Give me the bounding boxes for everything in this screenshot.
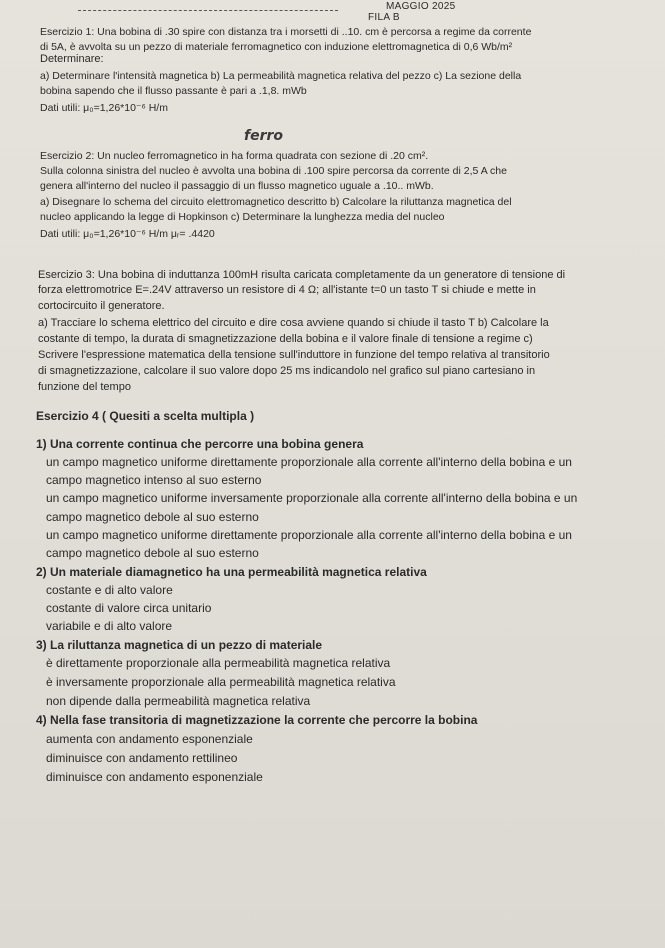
ex3-line4: a) Tracciare lo schema elettrico del circuito e dire cosa avviene quando si chiude il tasto T b) Calcolare la bbox=[38, 317, 549, 329]
q4-option-a: aumenta con andamento esponenziale bbox=[46, 732, 253, 746]
ex2-dati: Dati utili: μ₀=1,26*10⁻⁶ H/m μᵣ= .4420 bbox=[40, 228, 215, 240]
ex3-line7: di smagnetizzazione, calcolare il suo valore dopo 25 ms indicandolo nel grafico sul piano cartesiano in bbox=[38, 365, 536, 377]
ex1-line1: Esercizio 1: Una bobina di .30 spire con distanza tra i morsetti di ..10. cm è percorsa a regime da corrente bbox=[40, 26, 532, 38]
ex2-line1: Esercizio 2: Un nucleo ferromagnetico in ha forma quadrata con sezione di .20 cm². bbox=[40, 150, 429, 162]
ex1-dati: Dati utili: μ₀=1,26*10⁻⁶ H/m bbox=[40, 102, 168, 114]
q3-option-c: non dipende dalla permeabilità magnetica relativa bbox=[46, 694, 311, 708]
ex2-annotation: ferro bbox=[244, 128, 284, 144]
ex1-line3: a) Determinare l'intensità magnetica b) La permeabilità magnetica relativa del pezzo c) La sezione della bbox=[40, 70, 522, 82]
ex2-line2: Sulla colonna sinistra del nucleo è avvolta una bobina di .100 spire percorsa da corrente di 2,5 A che bbox=[40, 165, 507, 177]
q2-question: 2) Un materiale diamagnetico ha una permeabilità magnetica relativa bbox=[36, 565, 427, 579]
ex3-line1: Esercizio 3: Una bobina di induttanza 100mH risulta caricata completamente da un generatore di tensione di bbox=[38, 269, 566, 281]
ex3-line3: cortocircuito il generatore. bbox=[38, 300, 165, 312]
ex3-line5: costante di tempo, la durata di smagnetizzazione della bobina e il valore finale di tensione a regime c) bbox=[38, 333, 533, 345]
ex1-determinare: Determinare: bbox=[40, 53, 104, 65]
q3-option-a: è direttamente proporzionale alla permeabilità magnetica relativa bbox=[46, 656, 391, 670]
q2-option-c: variabile e di alto valore bbox=[46, 619, 173, 633]
q1-option-c: un campo magnetico uniforme direttamente proporzionale alla corrente all'interno della bobina e un bbox=[46, 528, 572, 542]
q4-option-c: diminuisce con andamento esponenziale bbox=[46, 770, 263, 784]
ex2-line4: a) Disegnare lo schema del circuito elettromagnetico descritto b) Calcolare la riluttanza magnetica del bbox=[40, 196, 512, 208]
ex3-line6: Scrivere l'espressione matematica della tensione sull'induttore in funzione del tempo relativa al transitorio bbox=[38, 349, 550, 361]
date-label: MAGGIO 2025 bbox=[386, 1, 456, 12]
ex3-line8: funzione del tempo bbox=[38, 381, 131, 393]
q3-question: 3) La riluttanza magnetica di un pezzo di materiale bbox=[36, 638, 323, 652]
q1-option-c-cont: campo magnetico debole al suo esterno bbox=[46, 546, 259, 560]
q3-option-b: è inversamente proporzionale alla permeabilità magnetica relativa bbox=[46, 675, 396, 689]
q2-option-a: costante e di alto valore bbox=[46, 583, 173, 597]
ex1-line2: di 5A, è avvolta su un pezzo di materiale ferromagnetico con induzione elettromagnetica di 0,6 Wb/m² bbox=[40, 41, 513, 53]
ex2-line3: genera all'interno del nucleo il passaggio di un flusso magnetico uguale a .10.. mWb. bbox=[40, 180, 434, 192]
class-label: FILA B bbox=[368, 12, 400, 23]
q2-option-b: costante di valore circa unitario bbox=[46, 601, 212, 615]
ex2-line5: nucleo applicando la legge di Hopkinson c) Determinare la lunghezza media del nucleo bbox=[40, 211, 445, 223]
q4-question: 4) Nella fase transitoria di magnetizzazione la corrente che percorre la bobina bbox=[36, 713, 478, 727]
ex4-title: Esercizio 4 ( Quesiti a scelta multipla ) bbox=[36, 409, 255, 423]
ex1-line4: bobina sapendo che il flusso passante è pari a .1,8. mWb bbox=[40, 85, 307, 97]
q1-option-a: un campo magnetico uniforme direttamente proporzionale alla corrente all'interno della bobina e un bbox=[46, 455, 572, 469]
ex3-line2: forza elettromotrice E=.24V attraverso un resistore di 4 Ω; all'istante t=0 un tasto T si chiude e mette in bbox=[38, 284, 536, 296]
q1-option-a-cont: campo magnetico intenso al suo esterno bbox=[46, 473, 262, 487]
q1-question: 1) Una corrente continua che percorre una bobina genera bbox=[36, 437, 364, 451]
header-rule bbox=[78, 10, 338, 11]
q1-option-b-cont: campo magnetico debole al suo esterno bbox=[46, 510, 259, 524]
q1-option-b: un campo magnetico uniforme inversamente proporzionale alla corrente all'interno della bobina e un bbox=[46, 491, 578, 505]
q4-option-b: diminuisce con andamento rettilineo bbox=[46, 751, 238, 765]
